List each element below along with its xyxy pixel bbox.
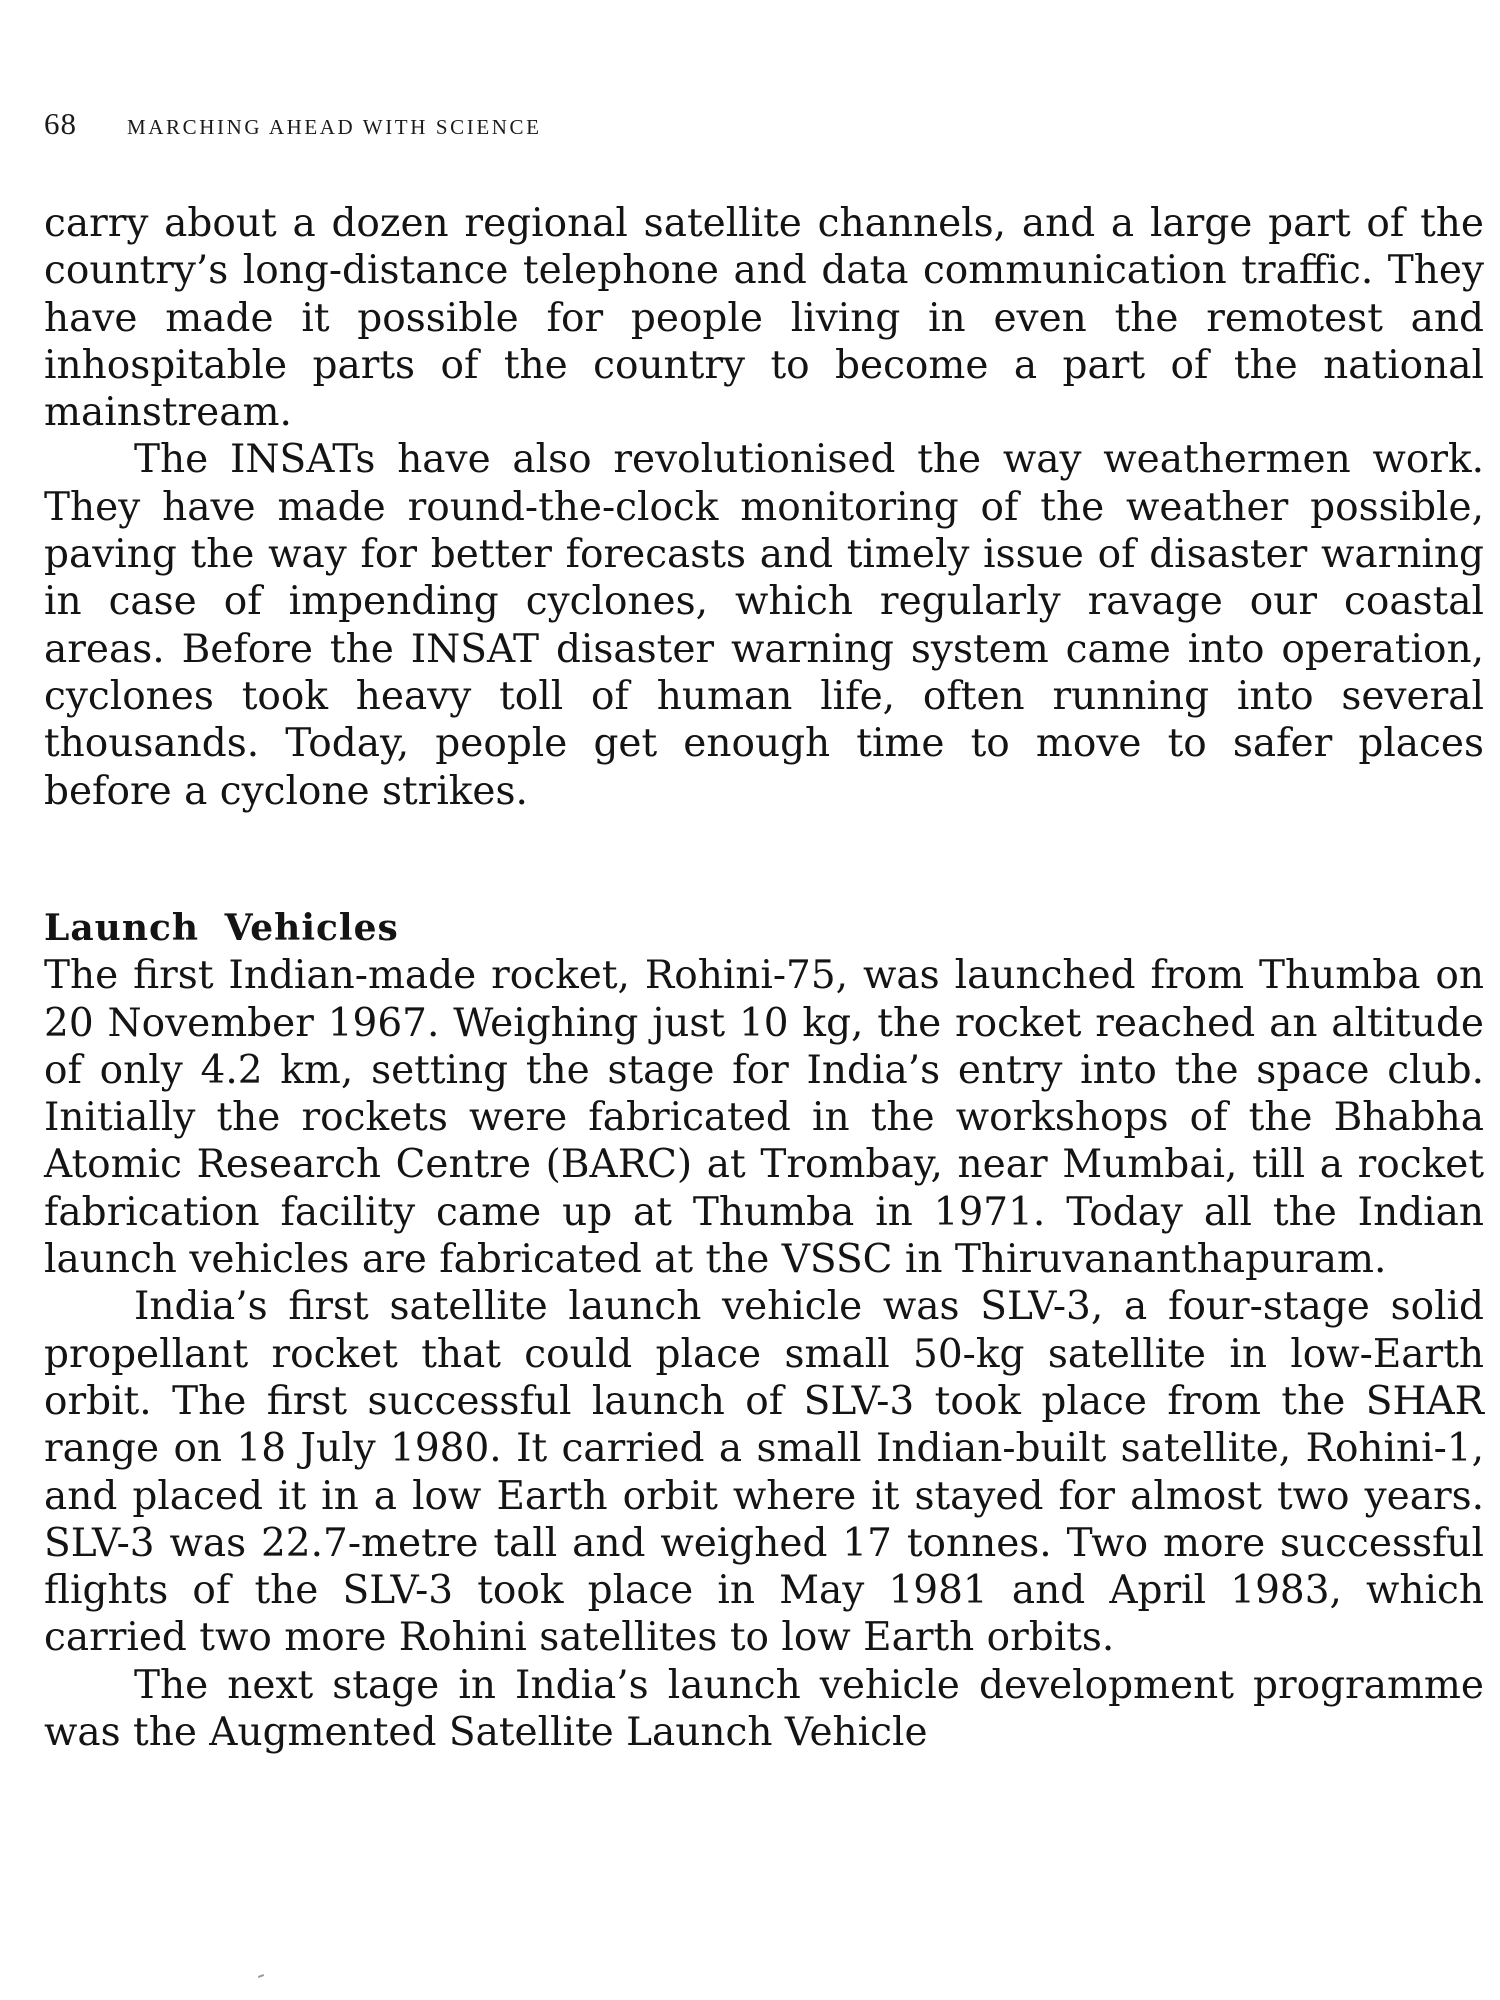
book-title: MARCHING AHEAD WITH SCIENCE xyxy=(127,115,542,139)
body-text-block-2 xyxy=(44,905,1484,1756)
paragraph: India’s first satellite launch vehicle was SLV-3, a four-stage solid propellant rocket that could place small 50-kg satellite in low-Earth orbit. The first successful launch of SLV-3 took place from the SHAR range on 18 July 1980. It carried a small Indian-built satellite, Rohini-1, and placed it in a low Earth orbit where it stayed for almost two years. SLV-3 was 22.7-metre tall and weighed 17 tonnes. Two more successful flights of the SLV-3 took place in May 1981 and April 1983, which carried two more Rohini satellites to low Earth orbits. xyxy=(44,1284,1484,1661)
scan-speck xyxy=(258,1974,264,1978)
running-head xyxy=(44,106,542,142)
paragraph: The INSATs have also revolutionised the way weathermen work. They have made round-the-clock monitoring of the weather possible, paving the way for better forecasts and timely issue of disaster warning in case of impending cyclones, which regularly ravage our coastal areas. Before the INSAT disaster warning system came into operation, cyclones took heavy toll of human life, often running into several thousands. Today, people get enough time to move to safer places before a cyclone strikes. xyxy=(44,437,1484,814)
section-heading: Launch Vehicles xyxy=(44,907,399,949)
paragraph: The first Indian-made rocket, Rohini-75, was launched from Thumba on 20 November 1967. Weighing just 10 kg, the rocket reached an altitude of only 4.2 km, setting the stage for India’s entry into the space club. Initially the rockets were fabricated in the workshops of the Bhabha Atomic Research Centre (BARC) at Trombay, near Mumbai, till a rocket fabrication facility came up at Thumba in 1971. Today all the Indian launch vehicles are fabricated at the VSSC in Thiruvananthapuram. xyxy=(44,953,1484,1283)
paragraph: carry about a dozen regional satellite channels, and a large part of the country’s long-distance telephone and data communication traffic. They have made it possible for people living in even the remotest and inhospitable parts of the country to become a part of the national mainstream. xyxy=(44,201,1484,436)
paragraph: The next stage in India’s launch vehicle development programme was the Augmented Satellite Launch Vehicle xyxy=(44,1662,1484,1756)
page-number: 68 xyxy=(44,106,77,141)
body-text-block-1 xyxy=(44,200,1484,815)
